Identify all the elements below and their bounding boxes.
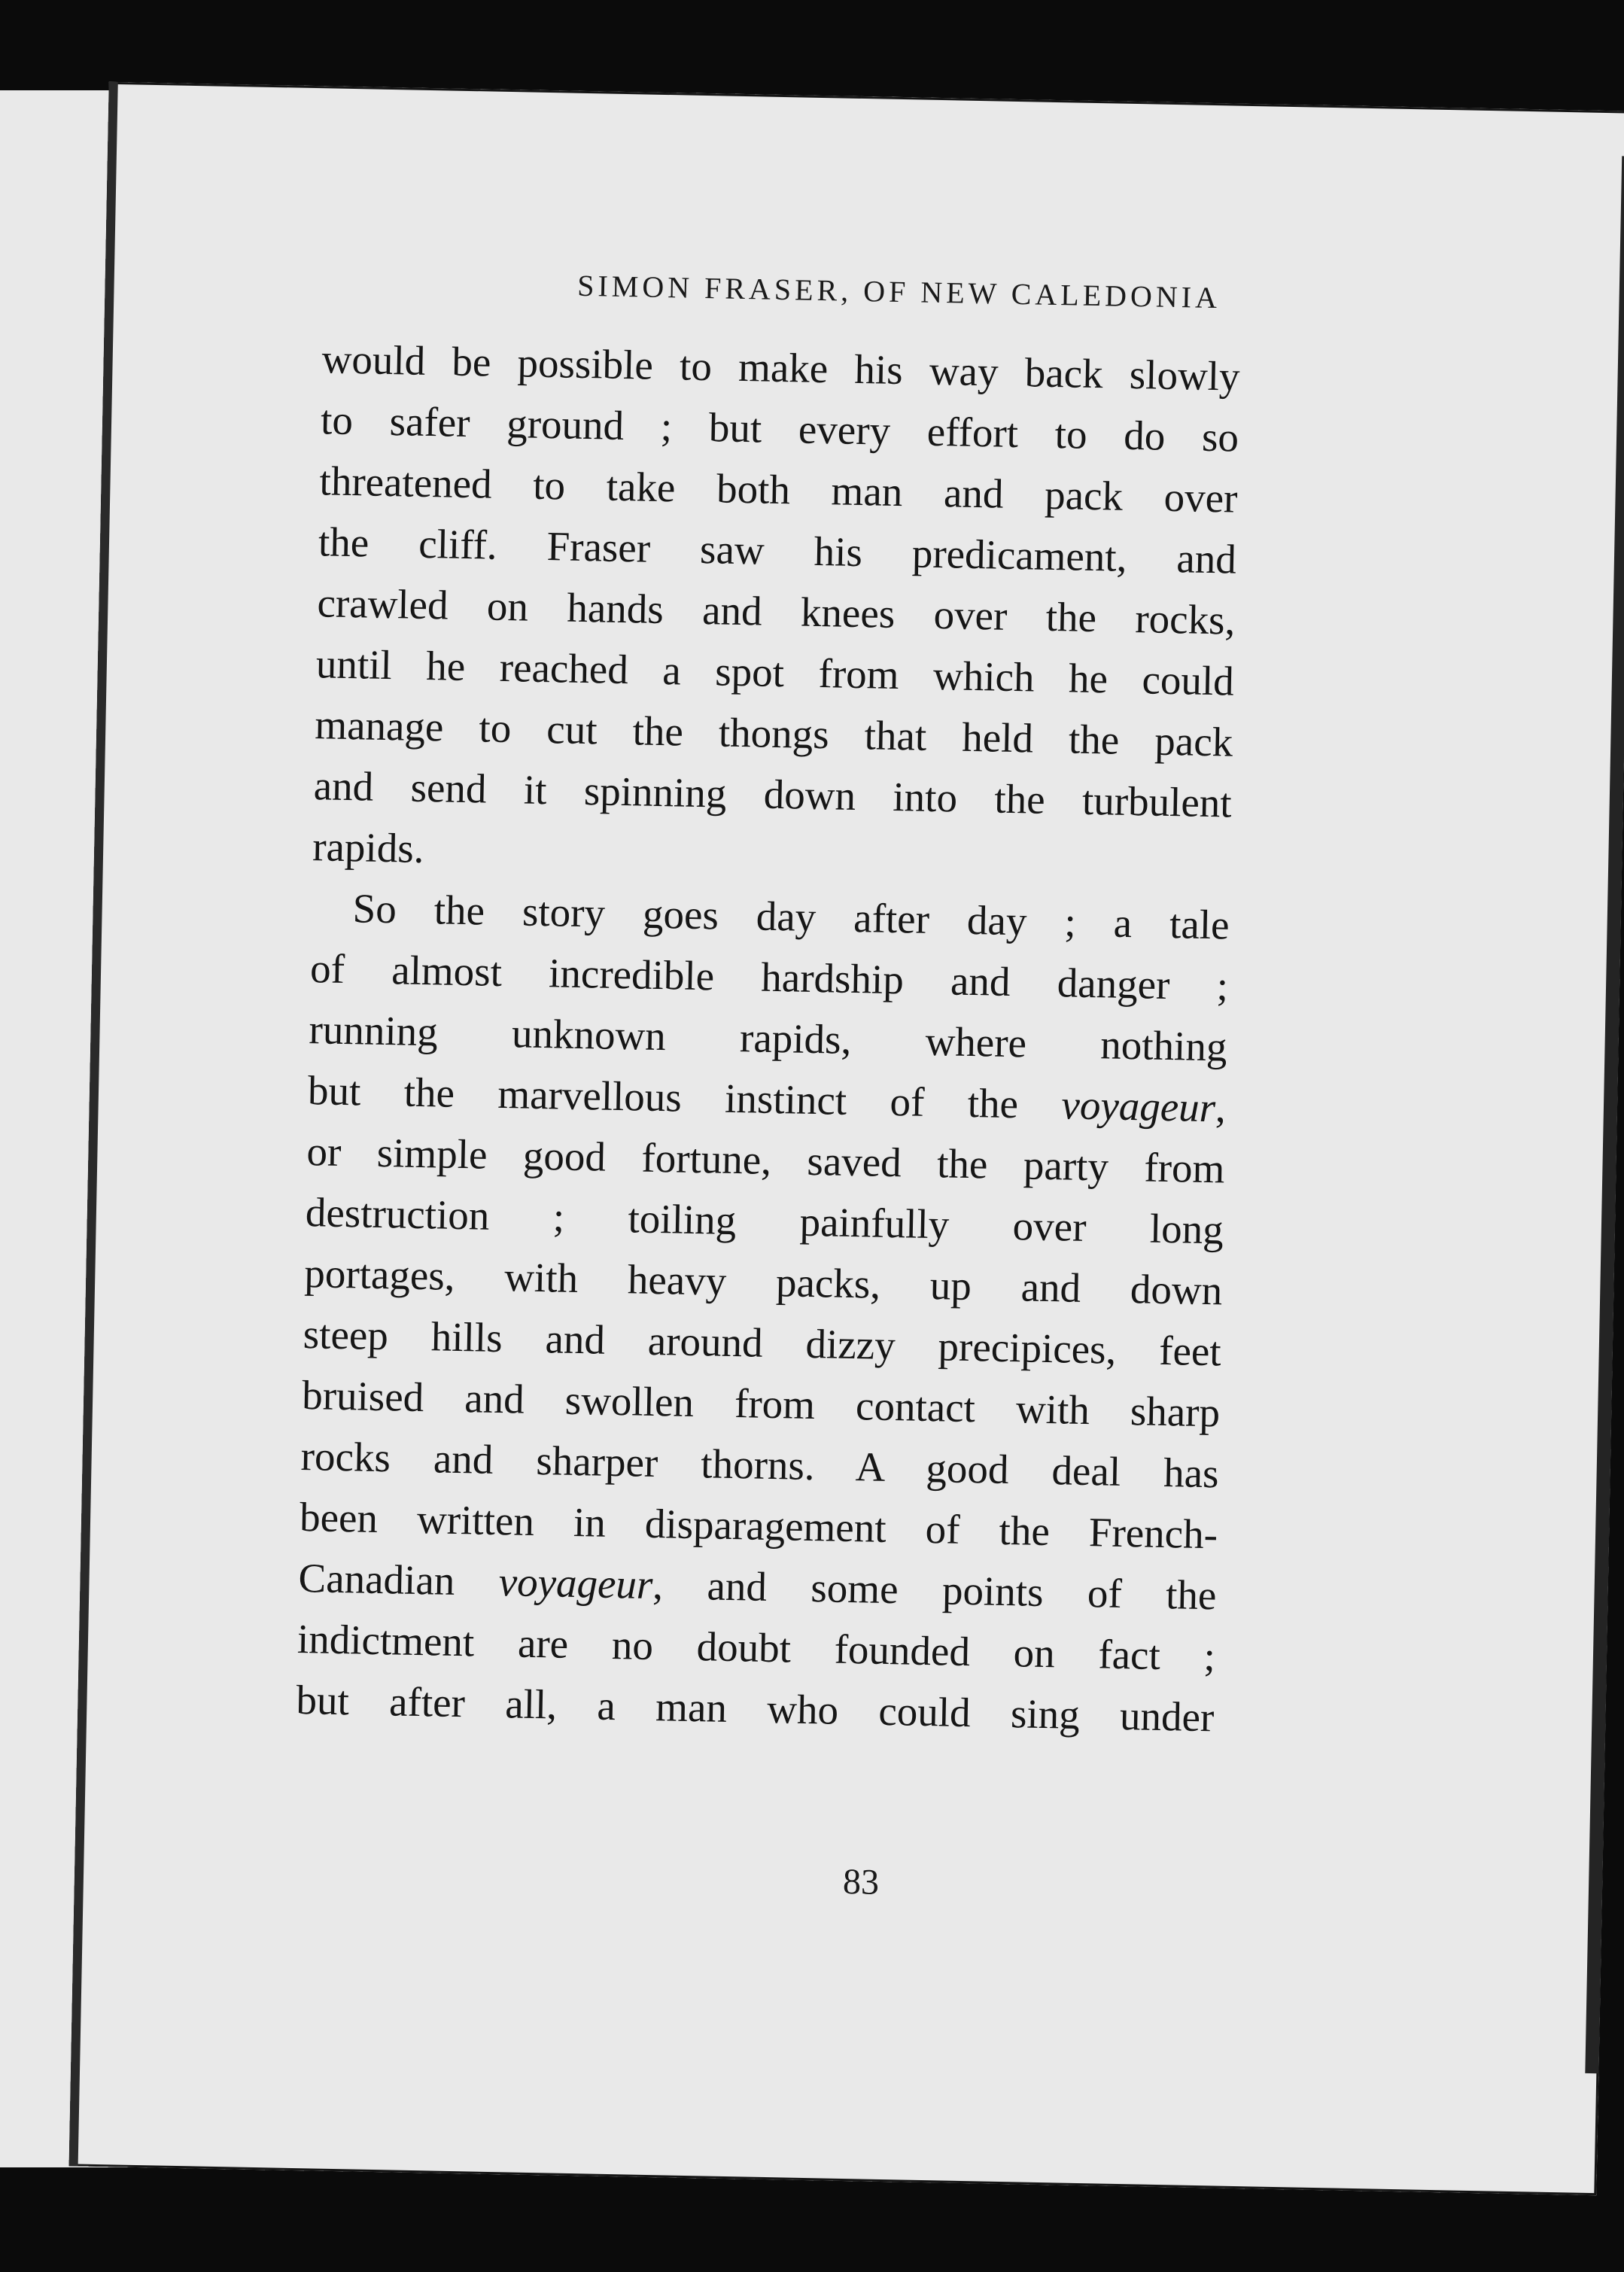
text-line: threatened to take both man and pack over — [319, 458, 1239, 522]
text-line: So the story goes day after day ; a tale — [352, 885, 1230, 948]
text-line: rocks and sharper thorns. A good deal has — [300, 1433, 1220, 1497]
text-line: until he reached a spot from which he could — [315, 640, 1235, 704]
text-line: destruction ; toiling painfully over long — [305, 1189, 1224, 1253]
text-line: or simple good fortune, saved the party from — [306, 1128, 1225, 1192]
text-line: to safer ground ; but every effort to do so — [320, 397, 1239, 461]
text-line-italic-voyageur: Canadian voyageur, and some points of the — [298, 1554, 1218, 1619]
text-line: portages, with heavy packs, up and down — [303, 1250, 1223, 1314]
text-line: of almost incredible hardship and danger ; — [309, 945, 1229, 1009]
text-line: steep hills and around dizzy precipices, feet — [303, 1311, 1222, 1375]
running-head: SIMON FRASER, OF NEW CALEDONIA — [576, 268, 1221, 315]
text-line: running unknown rapids, where nothing — [309, 1006, 1228, 1070]
italic-voyageur: voyageur — [498, 1559, 653, 1608]
text-line: would be possible to make his way back slowly — [321, 336, 1241, 400]
text-line: and send it spinning down into the turbulent — [313, 762, 1233, 826]
page-number: 83 — [842, 1861, 880, 1902]
text-line: the cliff. Fraser saw his predicament, and — [318, 519, 1237, 582]
italic-voyageur: voyageur — [1060, 1081, 1216, 1131]
book-page — [69, 82, 1624, 2195]
text-line: rapids. — [312, 823, 425, 871]
text-line-italic-voyageur: but the marvellous instinct of the voyageur, — [307, 1067, 1227, 1131]
text-line: crawled on hands and knees over the rocks, — [316, 579, 1236, 643]
text-line: but after all, a man who could sing under — [295, 1676, 1215, 1741]
text-line: been written in disparagement of the French- — [299, 1493, 1218, 1558]
text-line: indictment are no doubt founded on fact ; — [297, 1615, 1216, 1680]
body-text — [296, 328, 1241, 1747]
text-line: bruised and swollen from contact with sharp — [301, 1372, 1221, 1436]
text-line: manage to cut the thongs that held the pack — [314, 701, 1233, 765]
